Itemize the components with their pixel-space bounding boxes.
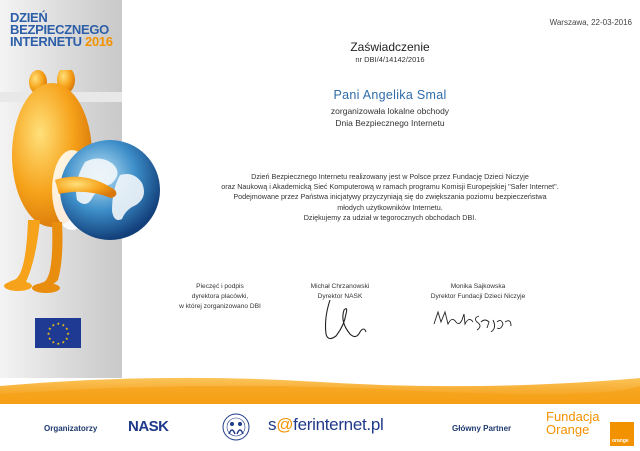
dedication-line2: Dnia Bezpiecznego Internetu xyxy=(335,118,445,128)
dbi-logo xyxy=(10,12,130,48)
fo-line1: Fundacja xyxy=(546,409,600,424)
logo-year: 2016 xyxy=(85,34,113,49)
svg-text:★: ★ xyxy=(65,336,69,341)
signature-line: dyrektora placówki, xyxy=(191,293,249,300)
signature-role: Dyrektor NASK xyxy=(317,293,363,300)
signature-block-fdn xyxy=(398,282,558,302)
safer-prefix: s xyxy=(268,415,277,434)
nask-logo: NASK xyxy=(128,418,169,435)
organizers-label: Organizatorzy xyxy=(44,424,98,433)
handwritten-signature-nask xyxy=(318,296,368,344)
logo-line3: INTERNETU xyxy=(10,34,82,49)
signature-name: Michał Chrzanowski xyxy=(310,283,370,290)
main-partner-label: Główny Partner xyxy=(452,424,512,433)
svg-text:★: ★ xyxy=(56,321,61,326)
svg-text:★: ★ xyxy=(61,322,66,328)
body-line: Dzień Bezpiecznego Internetu realizowany jest w Polsce przez Fundację Dzieci Niczyje xyxy=(251,172,529,181)
certificate-number: nr DBI/4/14142/2016 xyxy=(355,55,425,64)
svg-text:★: ★ xyxy=(51,339,56,345)
svg-text:★: ★ xyxy=(61,339,66,345)
issue-date: Warszawa, 22-03-2016 xyxy=(549,18,632,27)
body-line: oraz Naukową i Akademicką Sieć Komputerową w ramach programu Komisji Europejskiej "Safer Internet". xyxy=(221,182,559,192)
body-line: Podejmowane przez Państwa inicjatywy przyczyniają się do zwiększania poziomu bezpieczeństwa xyxy=(233,192,547,202)
svg-text:★: ★ xyxy=(66,331,70,336)
svg-text:★: ★ xyxy=(56,341,61,346)
svg-text:★: ★ xyxy=(65,326,69,331)
svg-text:★: ★ xyxy=(51,322,56,328)
signature-line: Pieczęć i podpis xyxy=(196,283,244,290)
fundacja-orange-logo xyxy=(546,410,599,436)
svg-text:★: ★ xyxy=(48,326,52,331)
dedication-line1: zorganizowała lokalne obchody xyxy=(330,106,450,116)
certificate-title: Zaświadczenie xyxy=(350,40,430,54)
signature-block-school xyxy=(160,282,280,312)
safer-at: @ xyxy=(276,415,294,434)
orange-box-label: orange xyxy=(612,438,629,444)
orange-wave-decor xyxy=(0,372,640,406)
svg-text:★: ★ xyxy=(46,331,51,336)
signature-role: Dyrektor Fundacji Dzieci Niczyje xyxy=(430,293,526,300)
logo-line2: BEZPIECZNEGO xyxy=(10,22,109,37)
handwritten-signature-fdn xyxy=(432,306,518,332)
eu-flag-icon xyxy=(35,318,81,348)
fundacja-dzieci-niczyje-logo-icon xyxy=(218,412,254,442)
orange-square-logo-icon xyxy=(610,422,634,446)
body-line: młodych użytkowników Internetu. xyxy=(337,202,443,212)
signature-line: w której zorganizowano DBI xyxy=(179,303,261,310)
saferinternet-logo xyxy=(268,415,383,435)
certificate-body xyxy=(170,172,610,223)
mascot-globe-illustration xyxy=(0,70,165,300)
svg-text:★: ★ xyxy=(48,336,52,341)
safer-suffix: ferinternet.pl xyxy=(293,415,384,434)
footer xyxy=(0,404,640,451)
logo-line1: DZIEŃ xyxy=(10,10,48,25)
recipient-name: Pani Angelika Smal xyxy=(333,88,447,102)
body-line: Dziękujemy za udział w tegorocznych obchodach DBI. xyxy=(303,212,477,222)
signature-name: Monika Sajkowska xyxy=(450,283,506,290)
fo-line2: Orange xyxy=(546,422,590,437)
